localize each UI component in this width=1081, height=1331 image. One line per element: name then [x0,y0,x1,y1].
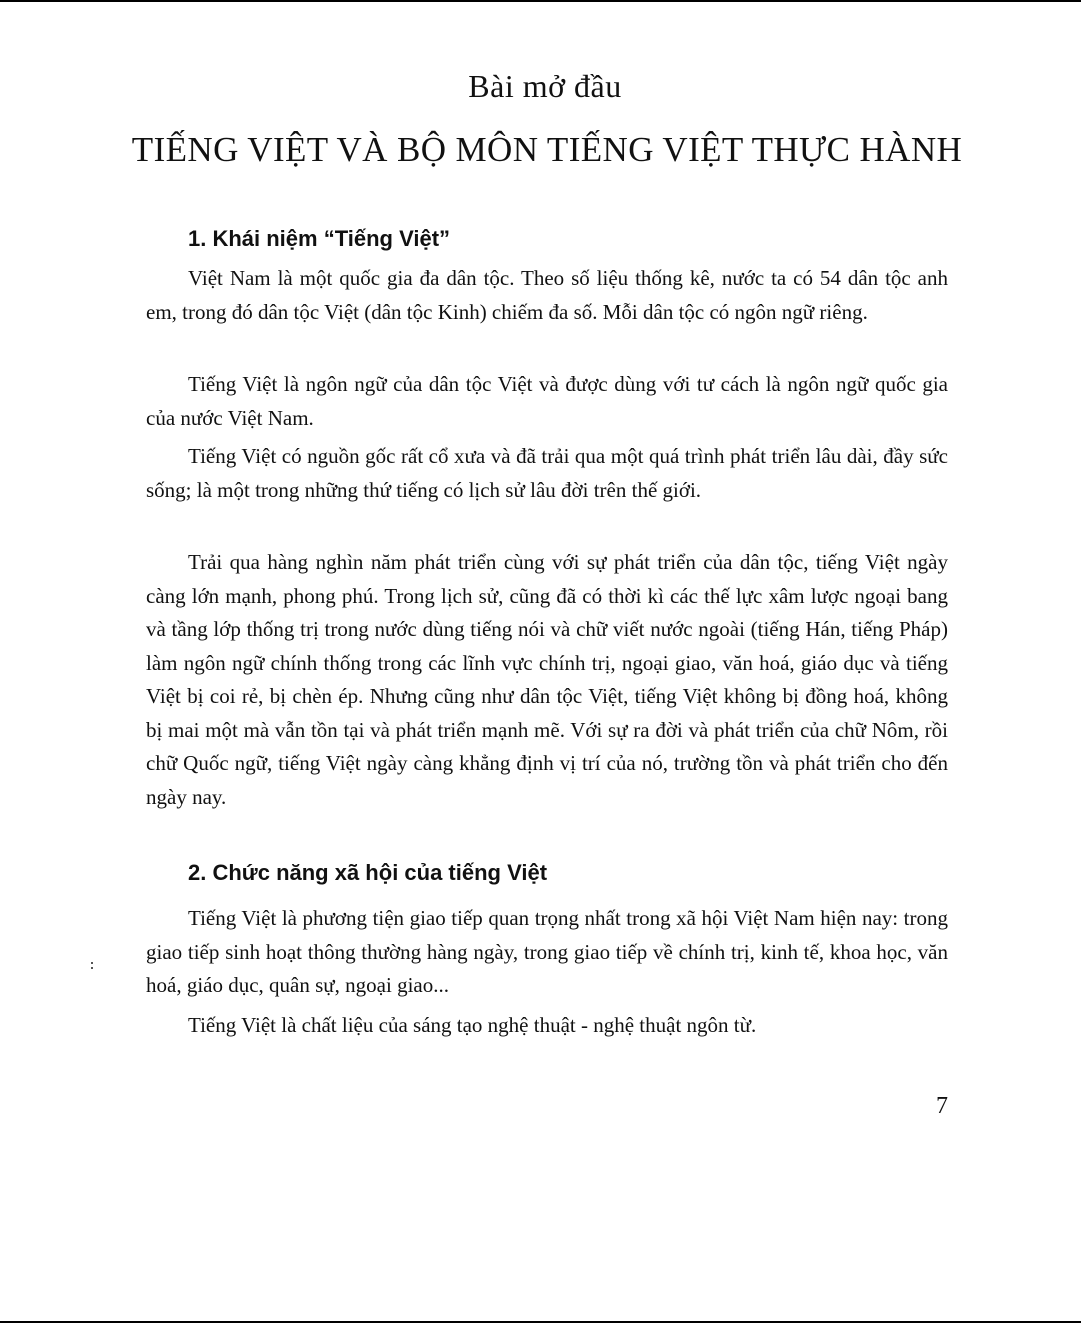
paragraph: Tiếng Việt là chất liệu của sáng tạo nghệ thuật - nghệ thuật ngôn từ. [188,1013,757,1037]
scan-speck-mark [91,962,94,974]
section-heading-1: 1. Khái niệm “Tiếng Việt” [188,226,451,251]
paragraph: Tiếng Việt là phương tiện giao tiếp quan trọng nhất trong xã hội Việt Nam hiện nay: trong giao tiếp sinh hoạt thông thường hàng ngày, trong giao tiếp về chính trị, kinh tế, khoa học, văn hoá, giáo dục, quân sự, ngoại giao... [146,906,948,997]
section-heading-2: 2. Chức năng xã hội của tiếng Việt [188,860,548,885]
page-number: 7 [936,1093,948,1119]
chapter-title: TIẾNG VIỆT VÀ BỘ MÔN TIẾNG VIỆT THỰC HÀNH [131,130,963,169]
paragraph: Việt Nam là một quốc gia đa dân tộc. Theo số liệu thống kê, nước ta có 54 dân tộc anh em, trong đó dân tộc Việt (dân tộc Kinh) chiếm đa số. Mỗi dân tộc có ngôn ngữ riêng. [146,266,948,324]
scan-bottom-edge [0,1321,1081,1323]
scan-top-edge [0,0,1081,2]
paragraph: Tiếng Việt là ngôn ngữ của dân tộc Việt và được dùng với tư cách là ngôn ngữ quốc gia của nước Việt Nam. [146,372,948,430]
lesson-label: Bài mở đầu [468,68,622,104]
paragraph: Tiếng Việt có nguồn gốc rất cổ xưa và đã trải qua một quá trình phát triển lâu dài, đầy sức sống; là một trong những thứ tiếng có lịch sử lâu đời trên thế giới. [146,444,948,502]
paragraph: Trải qua hàng nghìn năm phát triển cùng với sự phát triển của dân tộc, tiếng Việt ngày càng lớn mạnh, phong phú. Trong lịch sử, cũng đã có thời kì các thế lực xâm lược ngoại bang và tầng lớp thống trị trong nước dùng tiếng nói và chữ viết nước ngoài (tiếng Hán, tiếng Pháp) làm ngôn ngữ chính thống trong các lĩnh vực chính trị, ngoại giao, văn hoá, giáo dục và tiếng Việt bị coi rẻ, bị chèn ép. Nhưng cũng như dân tộc Việt, tiếng Việt không bị đồng hoá, không bị mai một mà vẫn tồn tại và phát triển mạnh mẽ. Với sự ra đời và phát triển của chữ Nôm, rồi chữ Quốc ngữ, tiếng Việt ngày càng khẳng định vị trí của nó, trường tồn và phát triển cho đến ngày nay. [146,550,948,809]
